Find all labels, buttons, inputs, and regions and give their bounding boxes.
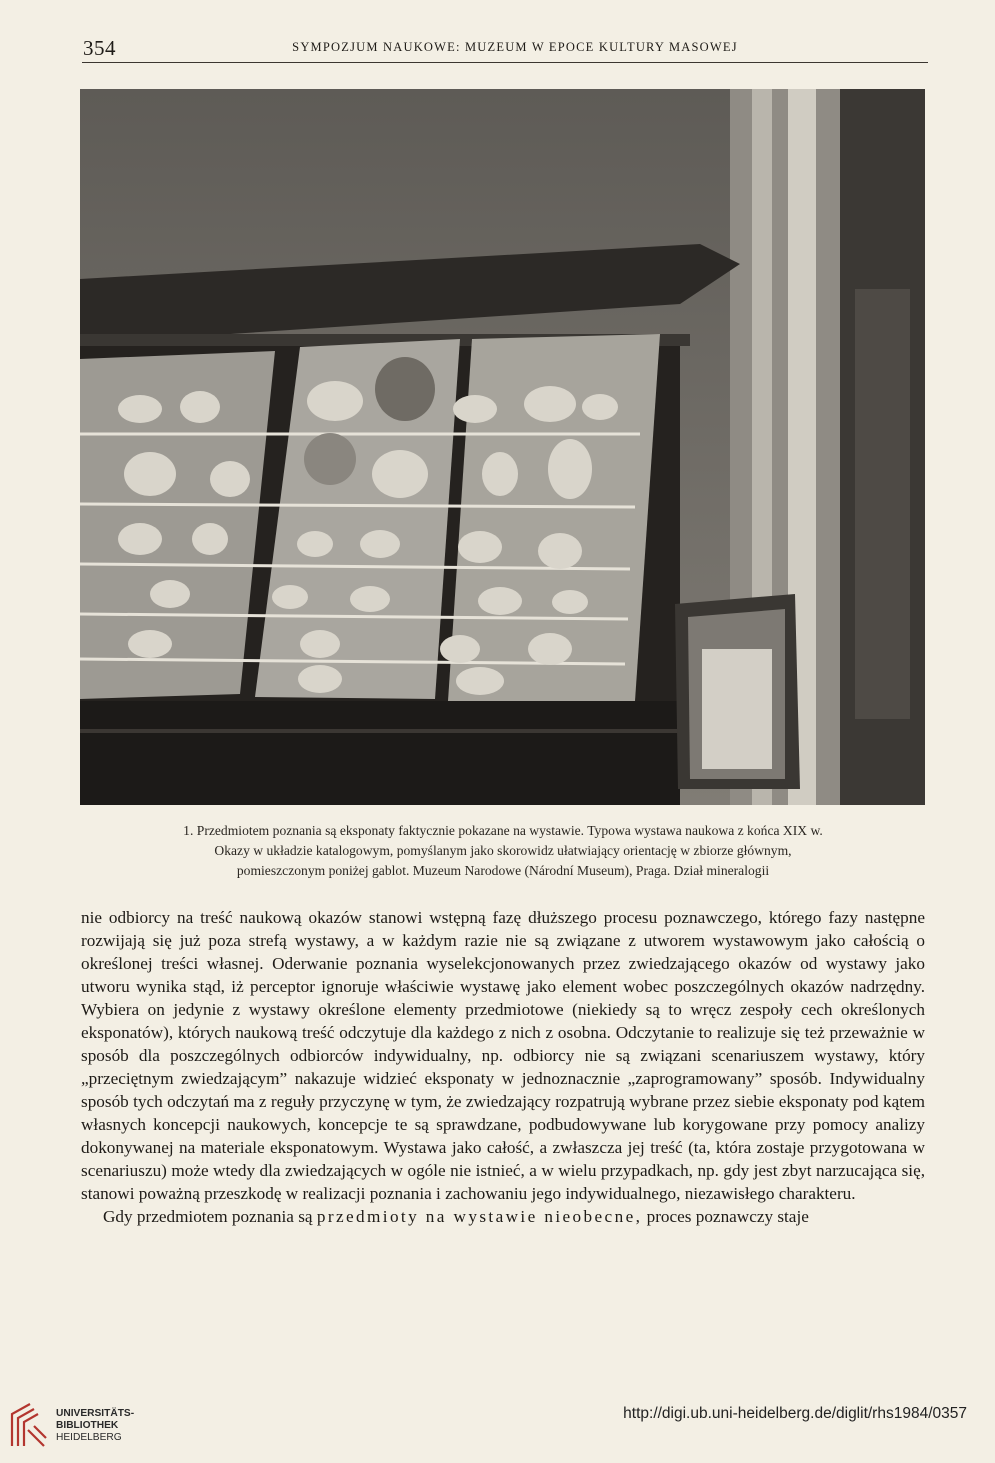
- museum-photograph: [80, 89, 925, 805]
- header-rule: [82, 62, 928, 63]
- caption-line: Okazy w układzie katalogowym, pomyślanym jako skorowidz ułatwiający orientację w zbiorze głównym,: [214, 843, 792, 858]
- paragraph: [81, 1205, 925, 1228]
- page-number: 354: [83, 36, 116, 60]
- emphasized-text: przedmioty na wystawie nieobecne,: [316, 1207, 643, 1226]
- library-emblem-icon: [8, 1400, 50, 1450]
- figure-caption: [84, 821, 922, 881]
- paragraph: nie odbiorcy na treść naukową okazów stanowi wstępną fazę dłuższego procesu poznawczego, którego fazy następne rozwijają się już poza strefą wystawy, a w każdym razie nie są związane z utworem wystawowym jako całością o określonej treści własnej. Oderwanie poznania wyselekcjonowanych przez zwiedzającego okazów od wystawy jako utworu wynika stąd, iż perceptor ignoruje właściwie wystawę jako element wobec poszczególnych okazów nadrzędny. Wybiera on jedynie z wystawy określone elementy przedmiotowe (niekiedy są to wręcz zespoły cech określonych eksponatów), których naukową treść odczytuje dla każdego z nich z osobna. Odczytanie to realizuje się też przeważnie w sposób dla poszczególnych odbiorców indywidualny, np. odbiorcy nie są związani scenariuszem wystawy, który „przeciętnym zwiedzającym” nakazuje widzieć eksponaty w jednoznacznie „zaprogramowany” sposób. Indywidualny sposób tych odczytań ma z reguły przyczynę w tym, że zwiedzający rozpatrują wybrane przez siebie eksponaty pod kątem własnych koncepcji naukowych, koncepcje te są sprawdzane, podbudowywane lub korygowane przy pomocy analizy dokonywanej na materiale eksponatowym. Wystawa jako całość, a zwłaszcza jej treść (ta, która zostaje przygotowana w scenariuszu) może wtedy dla zwiedzających w ogóle nie istnieć, a w wielu przypadkach, np. gdy jest zbyt narzucająca się, stanowi poważną przeszkodę w realizacji poznania i zachowaniu jego indywidualnego, niezawisłego charakteru.: [81, 908, 925, 1203]
- caption-line: pomieszczonym poniżej gablot. Muzeum Narodowe (Národní Museum), Praga. Dział mineralogii: [236, 863, 770, 878]
- library-name: [56, 1408, 134, 1444]
- paragraph-text: Gdy przedmiotem poznania są: [103, 1207, 313, 1226]
- library-name-line: HEIDELBERG: [56, 1432, 122, 1443]
- mineral-display-case-image: [80, 89, 925, 805]
- paragraph-text: proces poznawczy staje: [646, 1207, 809, 1226]
- source-url-link[interactable]: http://digi.ub.uni-heidelberg.de/diglit/rhs1984/0357: [623, 1405, 967, 1422]
- body-text: [81, 906, 925, 1228]
- running-header: SYMPOZJUM NAUKOWE: MUZEUM W EPOCE KULTURY MASOWEJ: [292, 40, 738, 54]
- library-name-line: BIBLIOTHEK: [56, 1420, 119, 1431]
- library-logo[interactable]: [8, 1400, 158, 1456]
- caption-line: 1. Przedmiotem poznania są eksponaty faktycznie pokazane na wystawie. Typowa wystawa naukowa z końca XIX w.: [183, 823, 823, 838]
- library-name-line: UNIVERSITÄTS-: [56, 1408, 135, 1419]
